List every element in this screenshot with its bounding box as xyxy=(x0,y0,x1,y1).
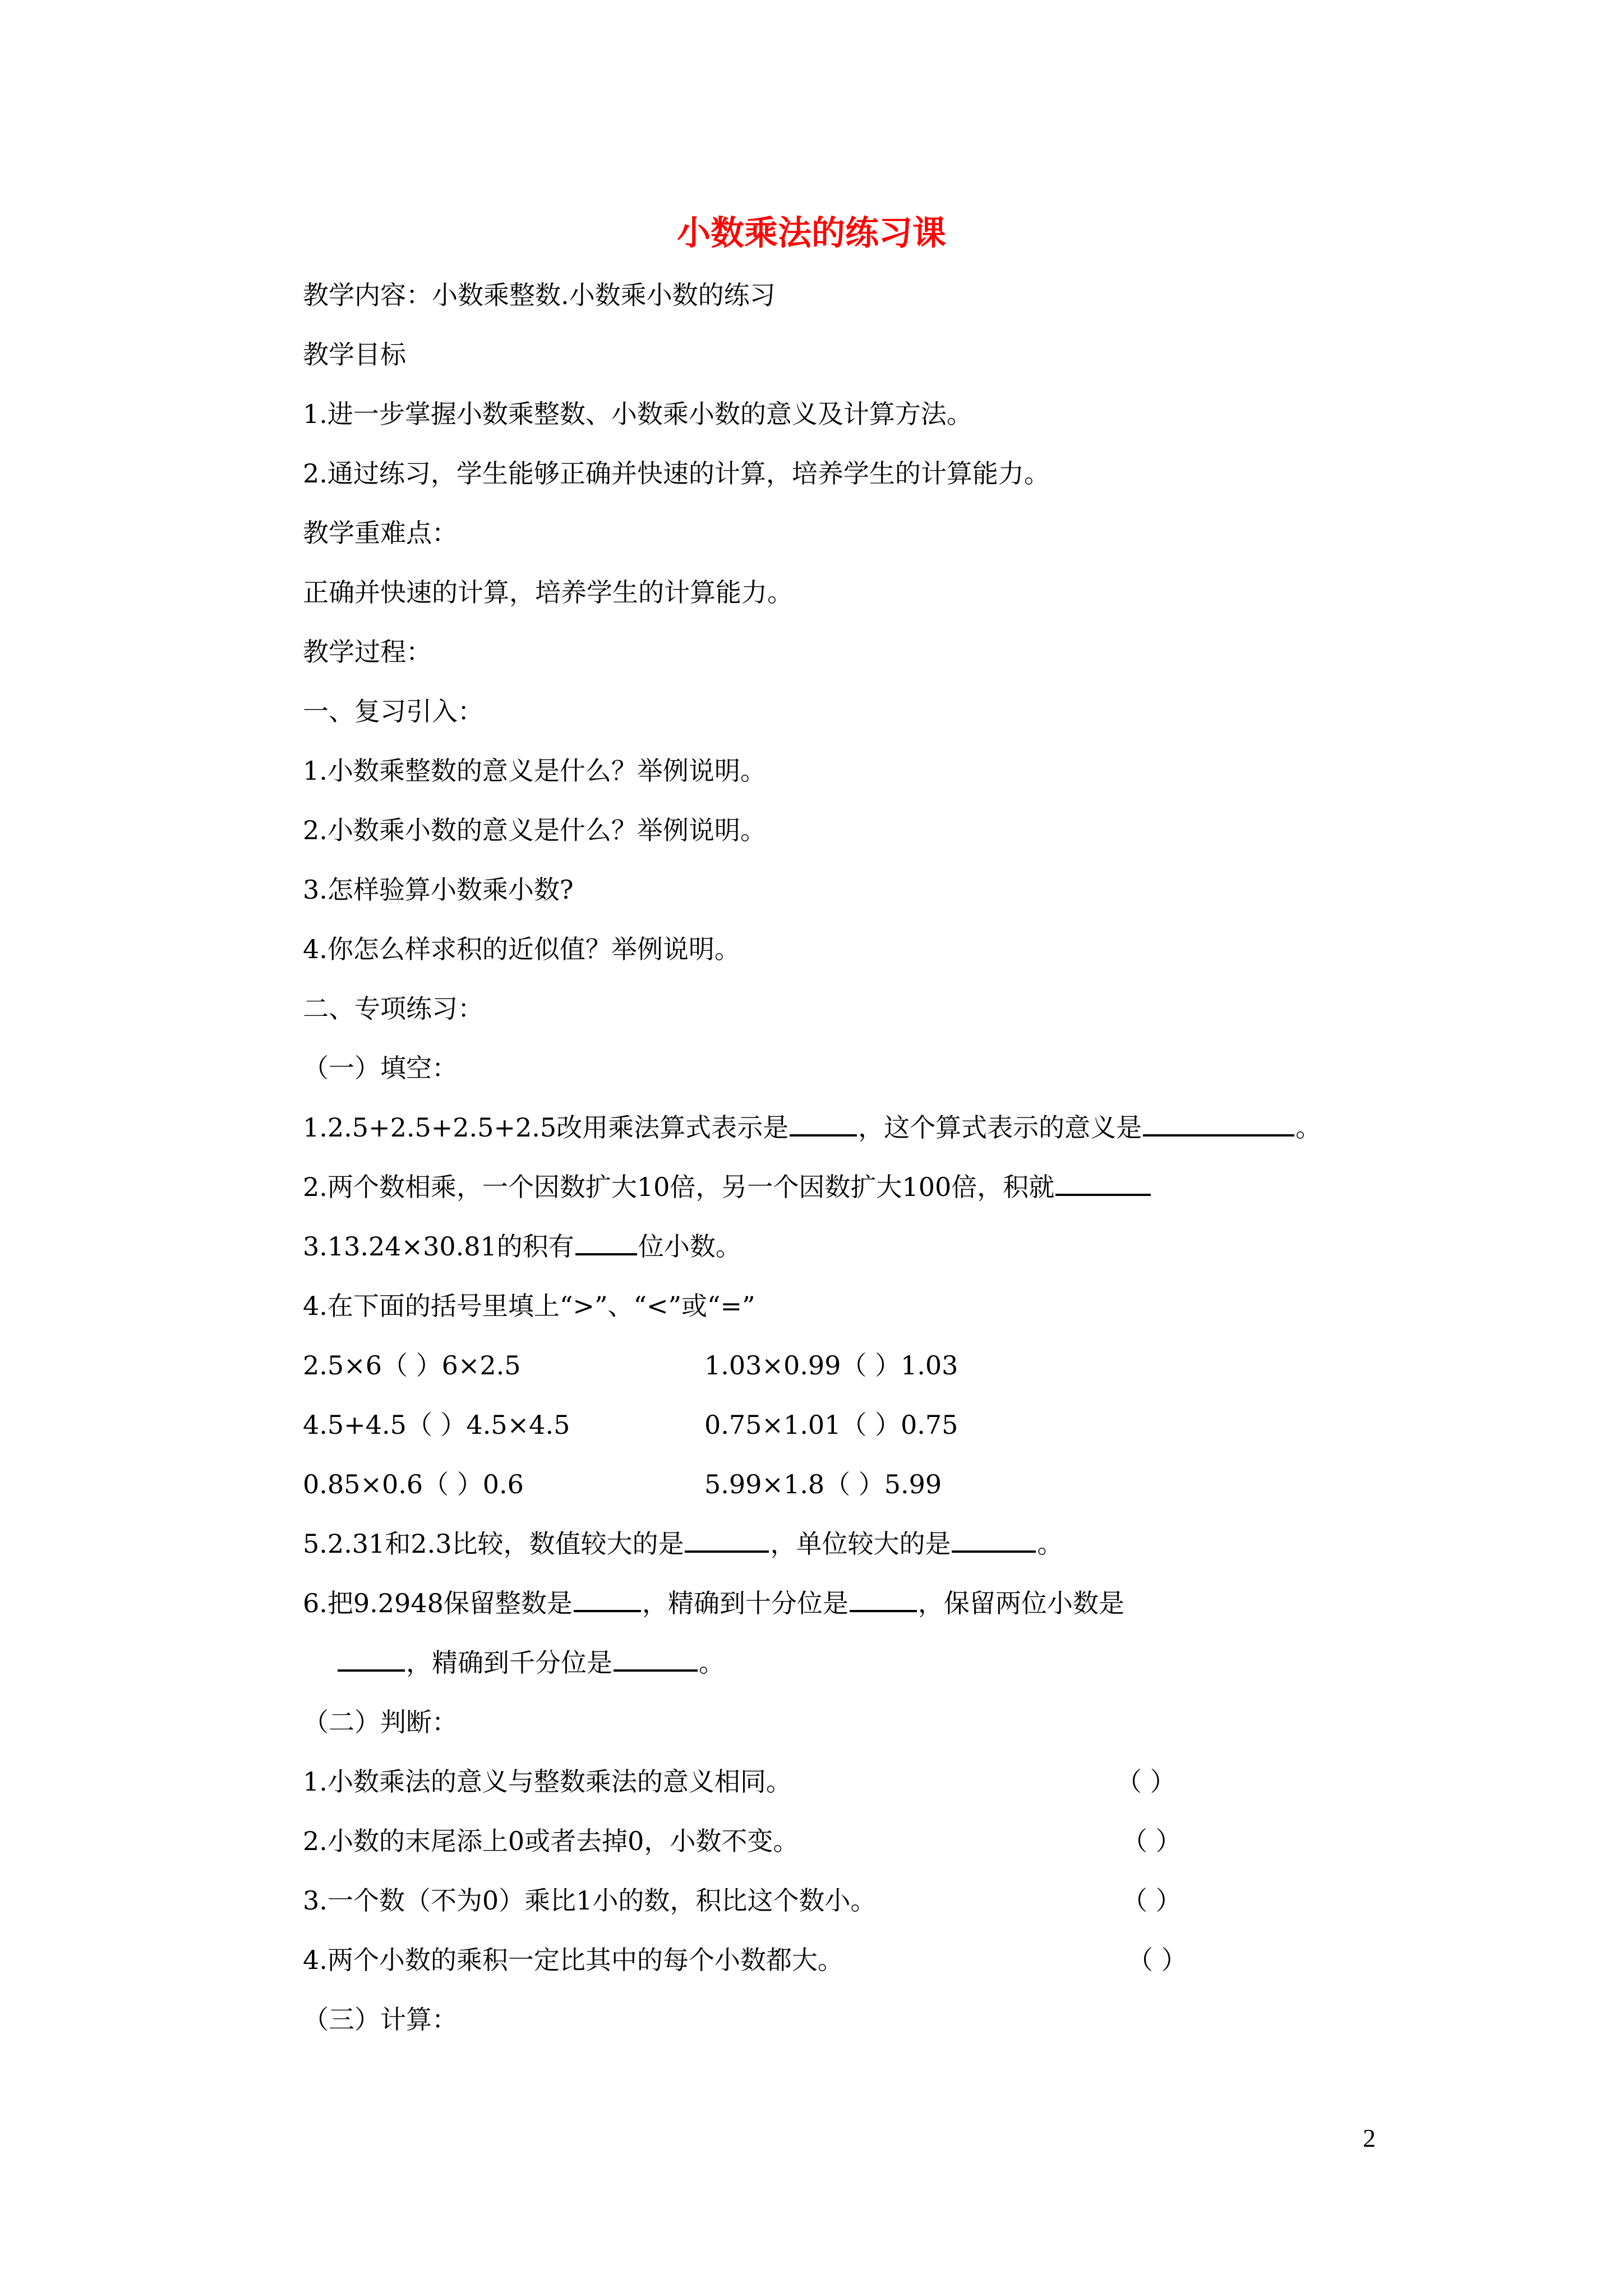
fill-6-text-c: ，保留两位小数是 xyxy=(917,1588,1124,1618)
fill-1-text-c: 。 xyxy=(1295,1112,1322,1143)
fill-item-5 xyxy=(303,1526,1063,1562)
goal-item-1: 1.进一步掌握小数乘整数、小数乘小数的意义及计算方法。 xyxy=(303,399,972,429)
answer-blank xyxy=(614,1646,698,1672)
judge-item-4: 4.两个小数的乘积一定比其中的每个小数都大。 xyxy=(303,1945,843,1975)
fill-5-text-c: 。 xyxy=(1037,1529,1063,1559)
key-text: 正确并快速的计算，培养学生的计算能力。 xyxy=(303,577,793,608)
goal-item-2: 2.通过练习，学生能够正确并快速的计算，培养学生的计算能力。 xyxy=(303,458,1050,489)
answer-blank xyxy=(338,1646,405,1672)
review-item-3: 3.怎样验算小数乘小数? xyxy=(303,875,574,905)
answer-blank xyxy=(575,1230,637,1255)
teaching-content: 教学内容：小数乘整数.小数乘小数的练习 xyxy=(303,280,776,310)
fill-3-text-a: 3.13.24×30.81的积有 xyxy=(303,1231,574,1262)
judge-paren-3: （ ） xyxy=(1122,1885,1182,1916)
compare-left-2: 4.5+4.5（ ）4.5×4.5 xyxy=(303,1410,570,1440)
fill-heading: （一）填空： xyxy=(303,1053,458,1083)
compare-right-2: 0.75×1.01（ ）0.75 xyxy=(704,1410,958,1440)
practice-heading: 二、专项练习： xyxy=(303,993,483,1024)
compare-left-1: 2.5×6（ ）6×2.5 xyxy=(303,1350,521,1381)
fill-6-text-d: ，精确到千分位是 xyxy=(406,1648,612,1678)
answer-blank xyxy=(790,1111,857,1137)
process-heading: 教学过程： xyxy=(303,637,432,667)
judge-paren-1: （ ） xyxy=(1116,1766,1176,1797)
fill-item-3 xyxy=(303,1228,741,1264)
fill-5-text-b: ，单位较大的是 xyxy=(770,1529,951,1559)
compare-right-3: 5.99×1.8（ ）5.99 xyxy=(704,1469,942,1499)
compare-right-1: 1.03×0.99（ ）1.03 xyxy=(704,1350,958,1381)
compare-left-3: 0.85×0.6（ ）0.6 xyxy=(303,1469,524,1499)
answer-blank xyxy=(1143,1111,1294,1137)
fill-1-text-b: ，这个算式表示的意义是 xyxy=(858,1112,1142,1143)
fill-item-4: 4.在下面的括号里填上“>”、“<”或“=” xyxy=(303,1291,755,1321)
judge-heading: （二）判断： xyxy=(303,1707,458,1737)
judge-paren-4: （ ） xyxy=(1127,1945,1187,1975)
answer-blank xyxy=(1055,1170,1151,1196)
review-item-2: 2.小数乘小数的意义是什么？举例说明。 xyxy=(303,815,766,845)
judge-item-1: 1.小数乘法的意义与整数乘法的意义相同。 xyxy=(303,1766,792,1797)
fill-item-2 xyxy=(303,1169,1152,1205)
answer-blank xyxy=(574,1586,641,1612)
fill-6-text-b: ，精确到十分位是 xyxy=(642,1588,849,1618)
review-heading: 一、复习引入： xyxy=(303,696,483,726)
key-heading: 教学重难点： xyxy=(303,518,458,548)
fill-item-6 xyxy=(303,1585,1124,1621)
answer-blank xyxy=(685,1527,769,1553)
review-item-1: 1.小数乘整数的意义是什么？举例说明。 xyxy=(303,756,766,786)
fill-6-text-e: 。 xyxy=(699,1648,725,1678)
goals-heading: 教学目标 xyxy=(303,339,406,370)
fill-6-text-a: 6.把9.2948保留整数是 xyxy=(303,1588,573,1618)
fill-3-text-b: 位小数。 xyxy=(638,1231,741,1262)
judge-item-3: 3.一个数（不为0）乘比1小的数，积比这个数小。 xyxy=(303,1885,877,1916)
fill-1-text-a: 1.2.5+2.5+2.5+2.5改用乘法算式表示是 xyxy=(303,1112,789,1143)
page-title: 小数乘法的练习课 xyxy=(677,214,946,253)
calc-heading: （三）计算： xyxy=(303,2004,458,2035)
answer-blank xyxy=(952,1527,1036,1553)
fill-item-1 xyxy=(303,1110,1321,1145)
page-number: 2 xyxy=(1363,2124,1376,2152)
fill-5-text-a: 5.2.31和2.3比较，数值较大的是 xyxy=(303,1529,684,1559)
fill-item-6-cont xyxy=(336,1645,725,1681)
judge-paren-2: （ ） xyxy=(1122,1826,1182,1856)
review-item-4: 4.你怎么样求积的近似值？举例说明。 xyxy=(303,934,740,964)
answer-blank xyxy=(850,1586,917,1612)
fill-2-text: 2.两个数相乘，一个因数扩大10倍，另一个因数扩大100倍，积就 xyxy=(303,1172,1055,1202)
judge-item-2: 2.小数的末尾添上0或者去掉0，小数不变。 xyxy=(303,1826,799,1856)
